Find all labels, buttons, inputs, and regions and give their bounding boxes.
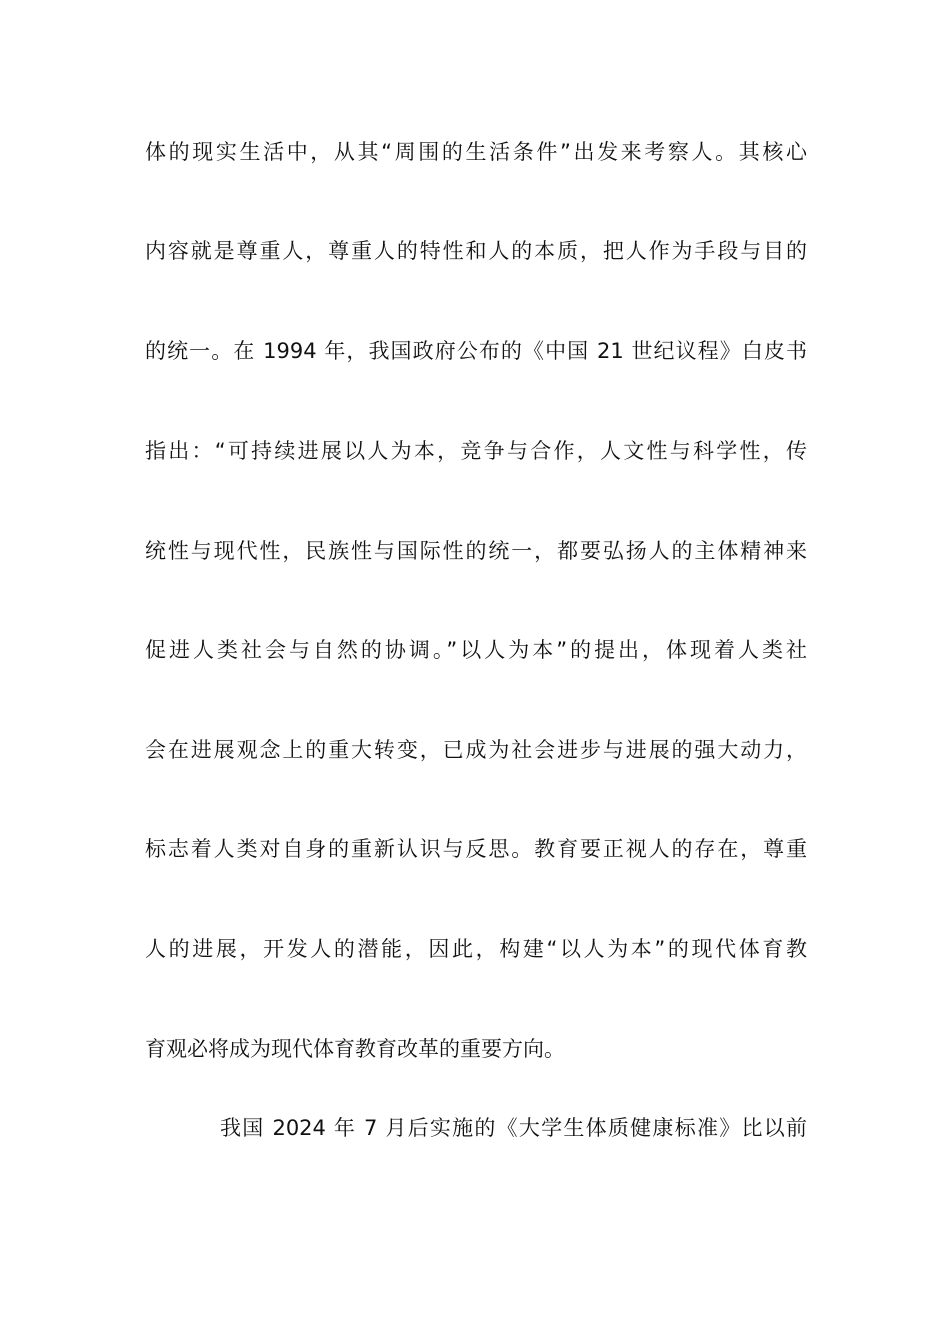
text-line: 体的现实生活中，从其“周围的生活条件”出发来考察人。其核心 <box>145 140 807 164</box>
text-line: 促进人类社会与自然的协调。”以人为本”的提出，体现着人类社 <box>145 638 807 662</box>
text-line: 人的进展，开发人的潜能，因此，构建“以人为本”的现代体育教 <box>145 937 807 961</box>
text-line: 统性与现代性，民族性与国际性的统一，都要弘扬人的主体精神来 <box>145 539 807 563</box>
text-line: 内容就是尊重人，尊重人的特性和人的本质，把人作为手段与目的 <box>145 239 807 263</box>
text-line: 会在进展观念上的重大转变，已成为社会进步与进展的强大动力， <box>145 738 807 762</box>
text-line: 指出：“可持续进展以人为本，竞争与合作，人文性与科学性，传 <box>145 439 807 463</box>
text-line: 育观必将成为现代体育教育改革的重要方向。 <box>145 1037 565 1061</box>
paragraph-start-line: 我国 2024 年 7 月后实施的《大学生体质健康标准》比以前 <box>220 1116 807 1140</box>
text-line: 的统一。在 1994 年，我国政府公布的《中国 21 世纪议程》白皮书 <box>145 339 807 363</box>
text-line: 标志着人类对自身的重新认识与反思。教育要正视人的存在，尊重 <box>145 837 807 861</box>
